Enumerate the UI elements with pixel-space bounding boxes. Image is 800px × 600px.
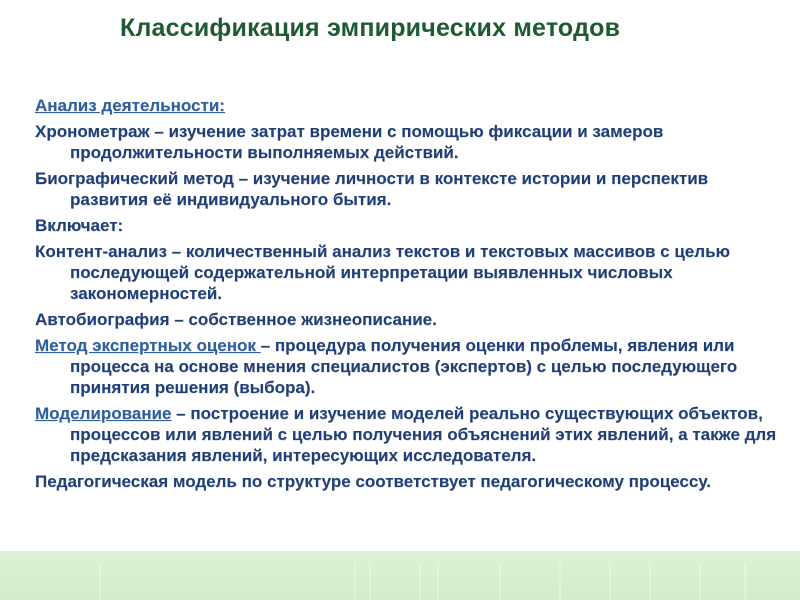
paragraph-pedagogical-model — [35, 471, 787, 492]
paragraph-text: – построение и изучение моделей реально существующих объектов, процессов или явлений с целью получения объяснений этих явлений, а также для предсказания явлений, интересующих исследователя. — [70, 404, 777, 465]
paragraph-text: Автобиография – собственное жизнеописание. — [35, 310, 437, 329]
footer-decoration — [0, 551, 800, 600]
content-body — [35, 95, 787, 497]
paragraph-includes — [35, 215, 787, 236]
paragraph-autobiography — [35, 309, 787, 330]
heading-modeling: Моделирование — [35, 404, 172, 423]
paragraph-text: Контент-анализ – количественный анализ текстов и текстовых массивов с целью последующей содержательной интерпретации выявленных числовых закономерностей. — [35, 242, 731, 303]
heading-expert-assessment: Метод экспертных оценок — [35, 336, 261, 355]
paragraph-chronometry — [35, 121, 787, 163]
paragraph-text: Включает: — [35, 216, 124, 235]
paragraph-text: – процедура получения оценки проблемы, явления или процесса на основе мнения специалистов (экспертов) с целью последующего принятия решения (выбора). — [70, 336, 738, 397]
paragraph-text: Педагогическая модель по структуре соответствует педагогическому процессу. — [35, 472, 711, 491]
paragraph-activity-analysis — [35, 95, 787, 116]
slide-title: Классификация эмпирических методов — [120, 14, 621, 42]
paragraph-expert-assessment — [35, 335, 787, 398]
heading-activity-analysis: Анализ деятельности: — [35, 96, 225, 115]
paragraph-text: Хронометраж – изучение затрат времени с помощью фиксации и замеров продолжительности выполняемых действий. — [35, 122, 664, 162]
paragraph-text: Биографический метод – изучение личности в контексте истории и перспектив развития её индивидуального бытия. — [35, 169, 709, 209]
paragraph-modeling — [35, 403, 787, 466]
paragraph-content-analysis — [35, 241, 787, 304]
paragraph-biographical-method — [35, 168, 787, 210]
